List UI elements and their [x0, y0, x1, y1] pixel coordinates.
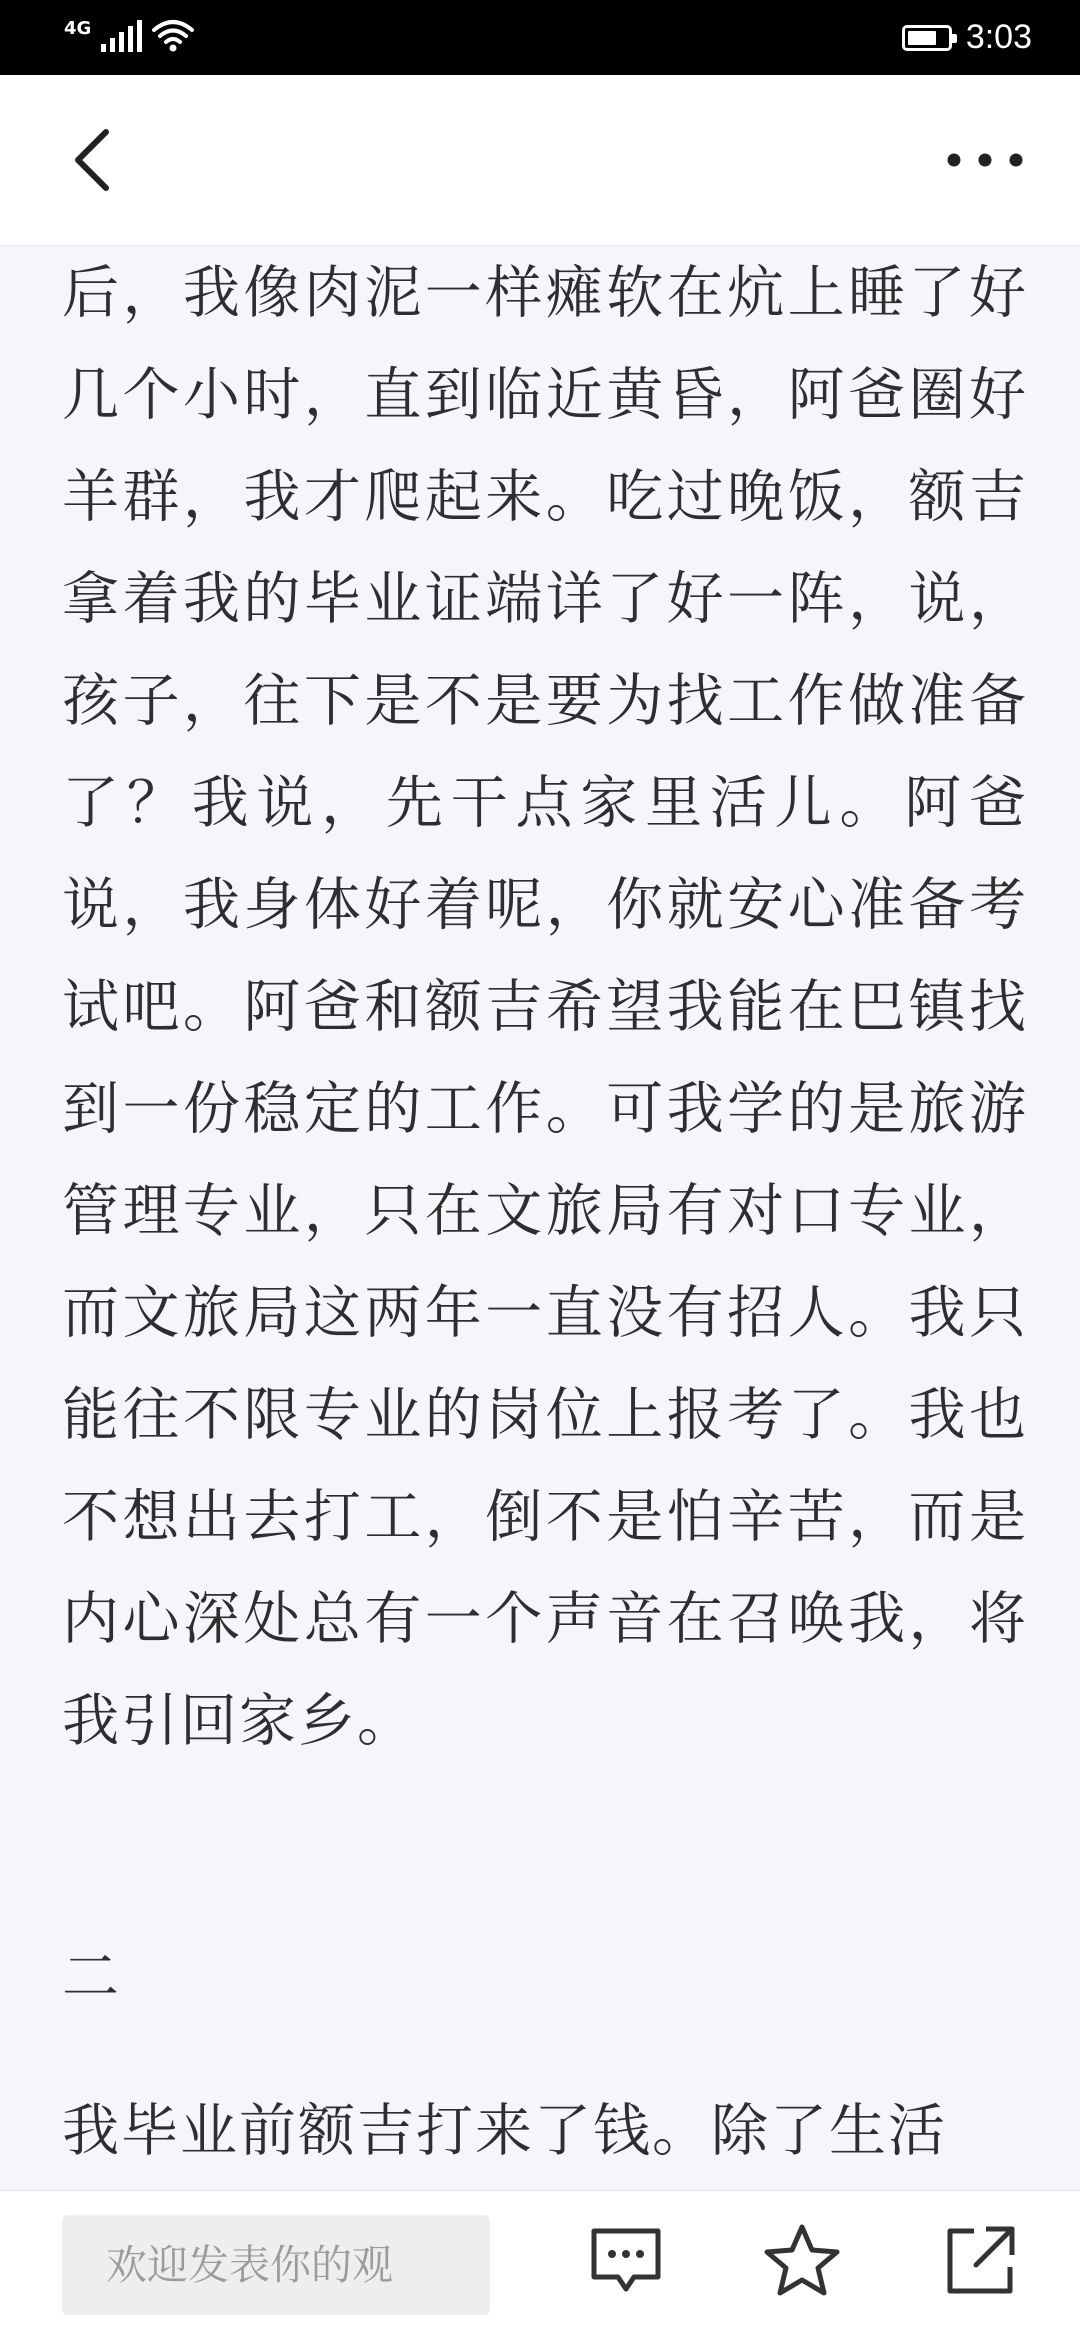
status-right: [902, 18, 1032, 57]
share-icon[interactable]: [940, 2221, 1020, 2301]
section-heading: 二: [62, 1944, 121, 2010]
bottom-action-bar: [0, 2190, 1080, 2341]
more-icon[interactable]: [940, 130, 1030, 190]
comment-input[interactable]: [62, 2215, 490, 2315]
network-type-label: 4G: [64, 18, 92, 39]
status-left: [64, 18, 194, 52]
battery-icon: [902, 25, 952, 51]
status-bar: [0, 0, 1080, 75]
clock: 3:03: [965, 18, 1032, 56]
star-icon[interactable]: [762, 2221, 842, 2301]
article-paragraph: 我毕业前额吉打来了钱。除了生活: [62, 2098, 947, 2164]
article-paragraph: 后，我像肉泥一样瘫软在炕上睡了好几个小时，直到临近黄昏，阿爸圈好羊群，我才爬起来。吃过晚饭，额吉拿着我的毕业证端详了好一阵，说，孩子，往下是不是要为找工作做准备了？我说，先干点家里活儿。阿爸说，我身体好着呢，你就安心准备考试吧。阿爸和额吉希望我能在巴镇找到一份稳定的工作。可我学的是旅游管理专业，只在文旅局有对口专业，而文旅局这两年一直没有招人。我只能往不限专业的岗位上报考了。我也不想出去打工，倒不是怕辛苦，而是内心深处总有一个声音在召唤我，将我引回家乡。: [62, 260, 1028, 1754]
signal-icon: [101, 18, 142, 52]
top-nav-bar: [0, 75, 1080, 246]
article-body: [0, 246, 1080, 2190]
back-arrow-icon[interactable]: [56, 120, 136, 200]
comment-icon[interactable]: [586, 2221, 666, 2301]
wifi-icon: [152, 18, 194, 52]
